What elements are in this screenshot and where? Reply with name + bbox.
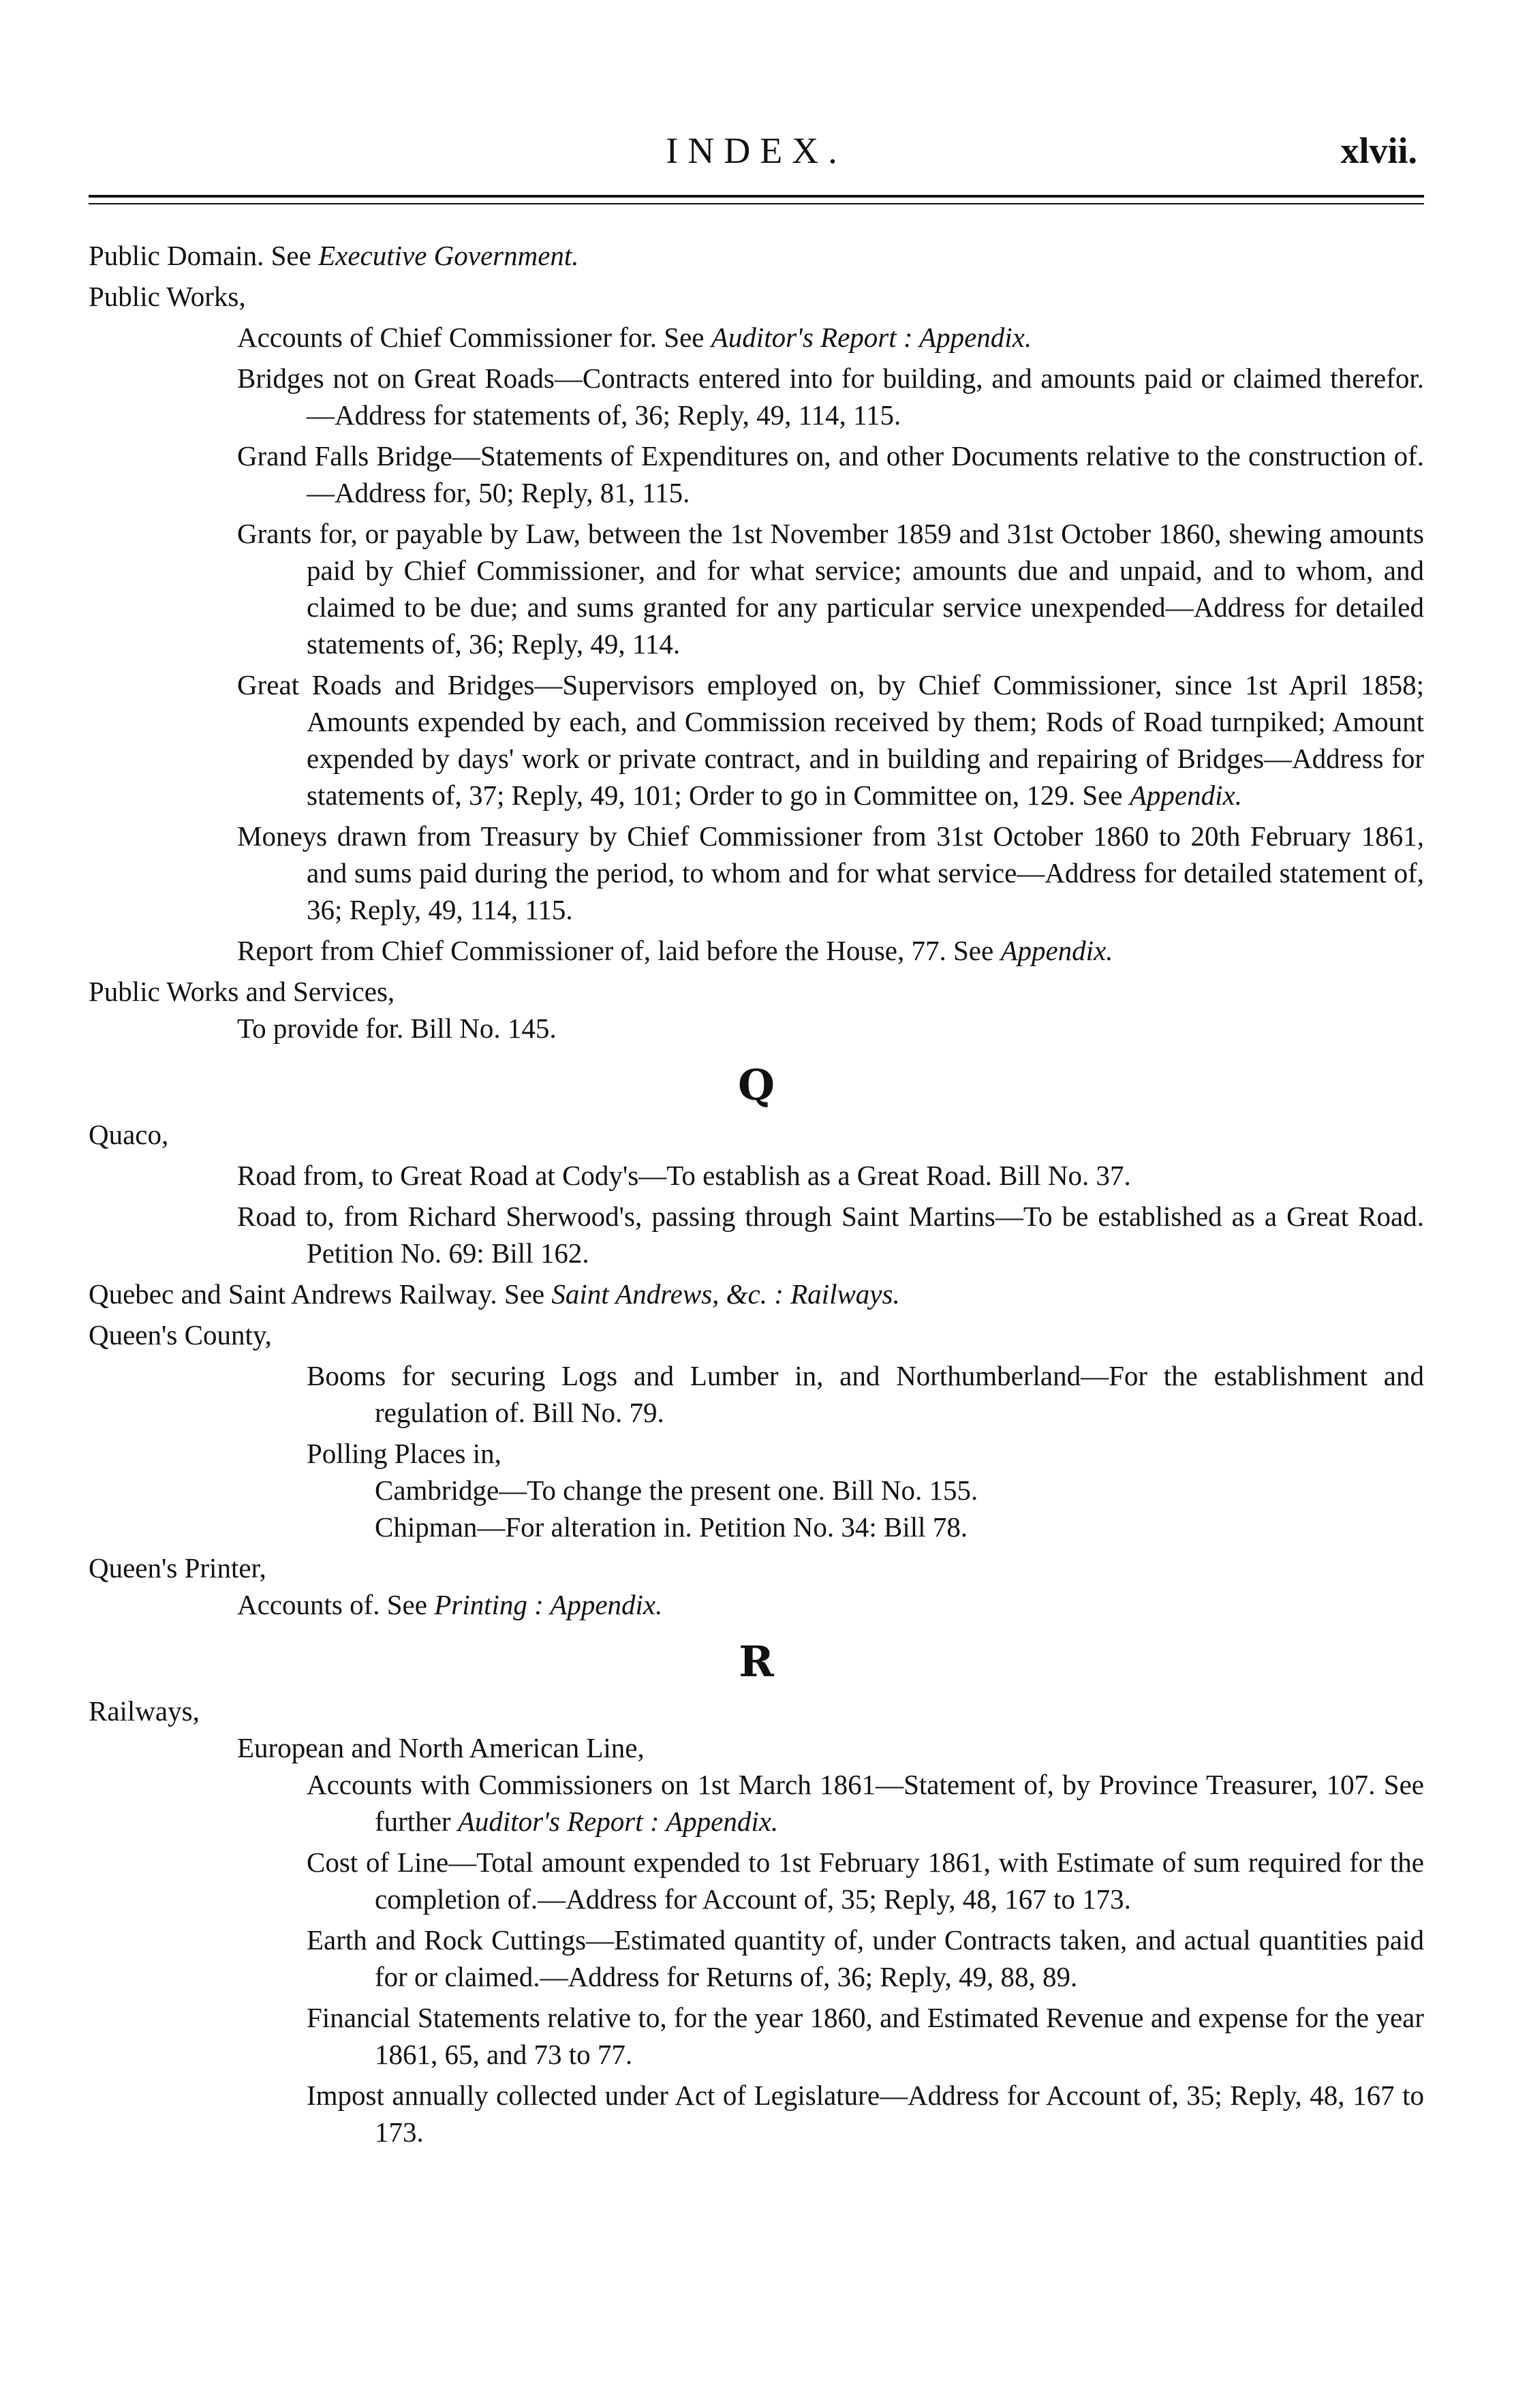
subentry-cambridge: Cambridge—To change the present one. Bill No. 155. [375,1475,978,1506]
cross-reference: Printing : Appendix. [434,1589,663,1620]
entry-heading: Public Domain. [89,240,264,271]
section-letter-r: R [739,1637,774,1686]
index-page [89,129,1424,2155]
subentry-bridges: Bridges not on Great Roads—Contracts entered into for building, and amounts paid or claimed therefor.—Address for statements of, 36; Reply, 49, 114, 115. [237,362,1424,431]
see-label: See [271,240,311,271]
subentry-polling-places: Polling Places in, [307,1438,501,1469]
entry-public-works: Public Works, [89,281,246,312]
cross-reference: Executive Government. [318,240,579,271]
subentry-european-line: European and North American Line, [237,1732,645,1763]
subentry-text: Great Roads and Bridges—Supervisors employed on, by Chief Commissioner, since 1st April 1858; Amounts expended by each, and Commission received by them; Rods of Road turnpiked; Amount expended by days' work or private contract, and in building and repairing of Bridges—Address for statements of, 37; Reply, 49, 101; Order to go in Committee on, 129. See [237,669,1424,811]
subentry-printer-accounts [89,1586,1424,1623]
subentry-road-from: Road from, to Great Road at Cody's—To establish as a Great Road. Bill No. 37. [237,1160,1131,1191]
entry-queens-printer: Queen's Printer, [89,1552,266,1584]
subentry-financial-statements: Financial Statements relative to, for the year 1860, and Estimated Revenue and expense for the year 1861, 65, and 73 to 77. [307,2002,1424,2070]
entry-railways: Railways, [89,1695,200,1727]
subentry-text: Accounts of. See [237,1589,427,1620]
entry-queens-county: Queen's County, [89,1319,272,1350]
header-rule-thin [89,203,1424,204]
subentry-cost-of-line: Cost of Line—Total amount expended to 1st February 1861, with Estimate of sum required for the completion of.—Address for Account of, 35; Reply, 48, 167 to 173. [307,1847,1424,1915]
subentry-accounts-chief-commissioner [89,319,1424,356]
subentry-text: Report from Chief Commissioner of, laid before the House, 77. See [237,935,994,966]
page-number: xlvii. [1340,130,1417,171]
subentry-text: Accounts with Commissioners on 1st March 1861—Statement of, by Province Treasurer, 107. See further [307,1769,1424,1837]
subentry-accounts-commissioners [89,1766,1424,1840]
page-header [89,129,1424,177]
subentry-text: Accounts of Chief Commissioner for. See [237,322,705,353]
subentry-grand-falls-bridge: Grand Falls Bridge—Statements of Expenditures on, and other Documents relative to the construction of.—Address for, 50; Reply, 81, 115. [237,440,1424,508]
subentry-grants: Grants for, or payable by Law, between the 1st November 1859 and 31st October 1860, shewing amounts paid by Chief Commissioner, and for what service; amounts due and unpaid, and to whom, and claimed to be due; and sums granted for any particular service unexpended—Address for detailed statements of, 36; Reply, 49, 114. [237,518,1424,660]
subentry-chipman: Chipman—For alteration in. Petition No. 34: Bill 78. [375,1511,968,1543]
index-body [89,237,1424,2150]
entry-public-domain [89,237,1424,274]
subentry-report [89,932,1424,969]
subentry-booms: Booms for securing Logs and Lumber in, and Northumberland—For the establishment and regulation of. Bill No. 79. [307,1360,1424,1428]
page-title: INDEX. [666,130,847,171]
cross-reference: Appendix. [1000,935,1113,966]
subentry-moneys-drawn: Moneys drawn from Treasury by Chief Commissioner from 31st October 1860 to 20th February 1861, and sums paid during the period, to whom and for what service—Address for detailed statement of, 36; Reply, 49, 114, 115. [237,820,1424,925]
subentry-great-roads [89,666,1424,814]
subentry-road-to: Road to, from Richard Sherwood's, passing through Saint Martins—To be established as a Great Road. Petition No. 69: Bill 162. [237,1201,1424,1269]
subentry-earth-rock-cuttings: Earth and Rock Cuttings—Estimated quantity of, under Contracts taken, and actual quantities paid for or claimed.—Address for Returns of, 36; Reply, 49, 88, 89. [307,1924,1424,1992]
entry-quaco: Quaco, [89,1119,169,1150]
cross-reference: Auditor's Report : Appendix. [457,1806,779,1837]
section-letter-q: Q [737,1060,775,1110]
cross-reference: Saint Andrews, &c. : Railways. [551,1278,900,1310]
cross-reference: Auditor's Report : Appendix. [711,322,1032,353]
entry-text: Quebec and Saint Andrews Railway. See [89,1278,545,1310]
entry-quebec-railway [89,1276,1424,1312]
entry-public-works-services: Public Works and Services, [89,976,395,1007]
subentry-impost: Impost annually collected under Act of Legislature—Address for Account of, 35; Reply, 48, 167 to 173. [307,2080,1424,2148]
subentry-provide: To provide for. Bill No. 145. [237,1013,557,1044]
header-rule-thick [89,195,1424,198]
cross-reference: Appendix. [1129,779,1242,811]
